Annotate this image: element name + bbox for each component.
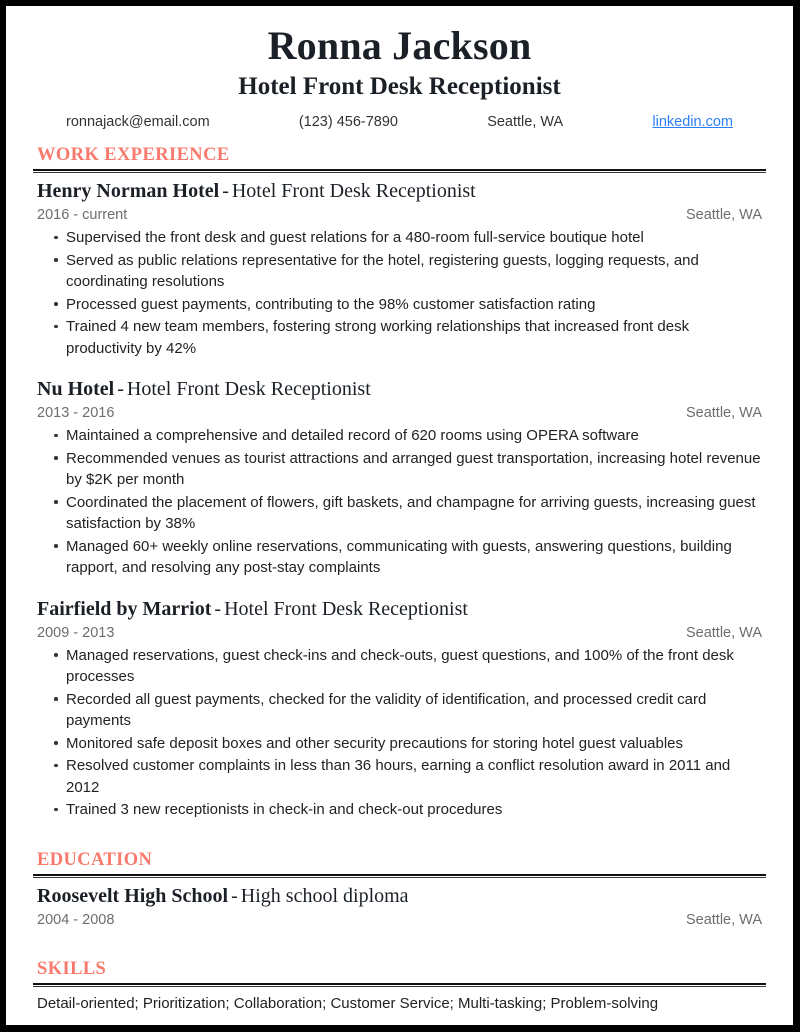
education-entry-degree: High school diploma [240,884,409,907]
work-entry [33,179,766,359]
work-entry-role: Hotel Front Desk Receptionist [126,378,371,400]
work-entry-separator: - [222,180,229,202]
work-entry-meta [37,207,762,223]
section-title-education: EDUCATION [37,849,153,870]
bullet-item: Processed guest payments, contributing to the 98% customer satisfaction rating [33,294,766,316]
work-entry-bullets [33,645,766,821]
bullet-item: Coordinated the placement of flowers, gift baskets, and champagne for arriving guests, increasing guest satisfaction by 38% [33,492,766,535]
contact-phone[interactable]: (123) 456-7890 [298,114,399,130]
work-entry-bullets [33,227,766,359]
education-entry-school: Roosevelt High School [37,884,229,907]
work-entry-dates: 2009 - 2013 [37,624,115,641]
bullet-item: Recorded all guest payments, checked for the validity of identification, and processed credit card payments [33,689,766,732]
work-entry-dates: 2013 - 2016 [37,405,115,421]
contact-row [33,102,766,130]
section-title-work-experience: WORK EXPERIENCE [37,145,230,165]
bullet-item: Maintained a comprehensive and detailed record of 620 rooms using OPERA software [33,425,766,447]
education-entry [33,884,766,928]
bullet-item: Supervised the front desk and guest relations for a 480-room full-service boutique hotel [33,227,766,249]
section-skills [33,958,766,1015]
section-title-skills: SKILLS [37,958,107,979]
work-entry [33,377,766,579]
bullet-item: Trained 3 new receptionists in check-in and check-out procedures [33,799,766,821]
education-entry-heading [37,884,766,909]
bullet-item: Monitored safe deposit boxes and other security precautions for storing hotel guest valuables [33,733,766,755]
education-entry-separator: - [231,884,238,907]
work-entry-company: Fairfield by Marriot [37,597,212,620]
work-entry-company: Nu Hotel [37,378,115,400]
bullet-item: Served as public relations representative for the hotel, registering guests, logging requests, and coordinating resolutions [33,250,766,293]
work-entry-heading [37,597,766,622]
resume-page [6,6,793,1025]
bullet-item: Trained 4 new team members, fostering strong working relationships that increased front desk productivity by 42% [33,316,766,359]
work-entry-heading [37,377,766,402]
work-entry-role: Hotel Front Desk Receptionist [224,597,468,620]
section-divider [33,983,766,987]
bullet-item: Managed 60+ weekly online reservations, communicating with guests, answering questions, building rapport, and resolving any post-stay complaints [33,536,766,579]
work-entry-role: Hotel Front Desk Receptionist [231,180,476,202]
education-entry-location: Seattle, WA [685,911,762,928]
work-entry-bullets [33,425,766,579]
work-entry [33,597,766,821]
work-entry-location: Seattle, WA [685,207,762,223]
work-entry-separator: - [117,378,124,400]
education-entry-dates: 2004 - 2008 [37,911,115,928]
work-entry-meta [37,405,762,421]
bullet-item: Recommended venues as tourist attractions and arranged guest transportation, increasing hotel revenue by $2K per month [33,448,766,491]
skills-list: Detail-oriented; Prioritization; Collaboration; Customer Service; Multi-tasking; Problem-solving [37,994,659,1012]
work-entry-company: Henry Norman Hotel [37,180,220,202]
work-entry-meta [37,625,762,641]
education-entry-meta [37,912,762,928]
contact-email[interactable]: ronnajack@email.com [66,114,210,130]
work-entry-location: Seattle, WA [685,624,762,641]
bullet-item: Resolved customer complaints in less than 36 hours, earning a conflict resolution award in 2011 and 2012 [33,755,766,798]
contact-linkedin-link[interactable]: linkedin.com [652,114,733,130]
section-divider [33,874,766,878]
section-work-experience [33,144,766,821]
candidate-title: Hotel Front Desk Receptionist [238,73,561,100]
work-entry-separator: - [214,597,222,620]
resume-header [33,6,766,130]
section-divider [33,169,766,173]
work-entry-location: Seattle, WA [685,405,762,421]
bullet-item: Managed reservations, guest check-ins and check-outs, guest questions, and 100% of the front desk processes [33,645,766,688]
section-education [33,849,766,928]
work-entry-heading [37,179,766,204]
work-entry-dates: 2016 - current [37,207,128,223]
candidate-name: Ronna Jackson [267,23,532,68]
contact-location: Seattle, WA [487,114,564,130]
